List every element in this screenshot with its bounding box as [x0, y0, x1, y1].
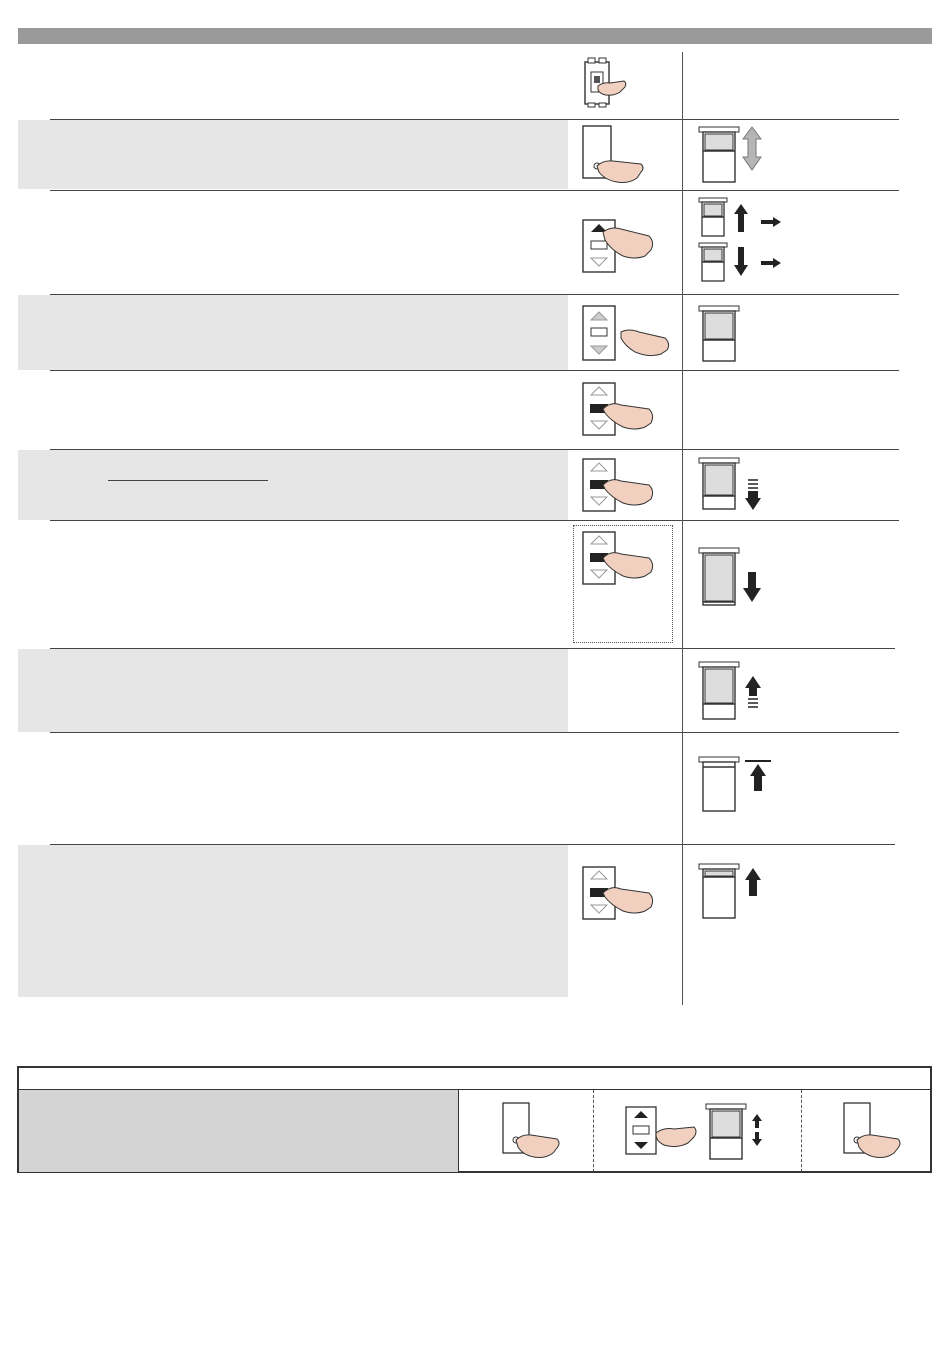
shutter-up-icon	[699, 198, 789, 238]
shutter-down-icon	[699, 243, 789, 283]
row-divider	[50, 294, 899, 295]
row-divider	[50, 190, 899, 191]
step-8-row	[18, 649, 568, 732]
row-divider	[50, 520, 899, 521]
column-divider	[682, 52, 683, 1005]
step-5-row	[18, 371, 568, 449]
shutter-up-stepped-icon	[699, 662, 769, 718]
shutter-up-icon	[699, 864, 765, 920]
row-divider	[50, 648, 895, 649]
shutter-down-stepped-icon	[699, 458, 769, 514]
shutter-up-limit-icon	[699, 757, 775, 813]
step-4-row	[18, 295, 568, 370]
wall-switch-icon	[503, 1103, 563, 1161]
step-10-row	[18, 845, 568, 997]
remote-control-icon	[626, 1107, 700, 1155]
remote-control-icon	[583, 459, 657, 511]
remote-control-icon	[583, 532, 657, 584]
step-1-row	[18, 52, 568, 119]
row-divider	[50, 732, 899, 733]
bottom-table-divider	[593, 1090, 594, 1172]
bottom-table-divider	[458, 1090, 459, 1172]
bottom-table-text-cell	[19, 1090, 458, 1172]
roller-shutter-icon	[699, 306, 743, 362]
step-9-row	[18, 733, 568, 844]
row-divider	[50, 370, 899, 371]
header-bar	[18, 28, 932, 44]
circuit-breaker-icon	[578, 56, 628, 108]
wall-switch-icon	[583, 126, 647, 186]
row-divider	[50, 449, 899, 450]
step-7-row	[18, 521, 568, 648]
row-divider	[50, 844, 895, 845]
remote-control-icon	[583, 383, 657, 435]
roller-shutter-icon	[706, 1104, 768, 1160]
underline-mark	[108, 480, 268, 481]
roller-shutter-icon	[699, 127, 769, 185]
step-6-row	[18, 450, 568, 520]
remote-control-icon	[583, 306, 671, 361]
bottom-table-divider	[801, 1090, 802, 1172]
step-3-row	[18, 191, 568, 294]
step-2-row	[18, 120, 568, 189]
remote-control-icon	[583, 867, 657, 919]
shutter-down-icon	[699, 548, 769, 606]
wall-switch-icon	[844, 1103, 904, 1161]
remote-control-icon	[583, 220, 657, 272]
row-divider	[50, 119, 899, 120]
